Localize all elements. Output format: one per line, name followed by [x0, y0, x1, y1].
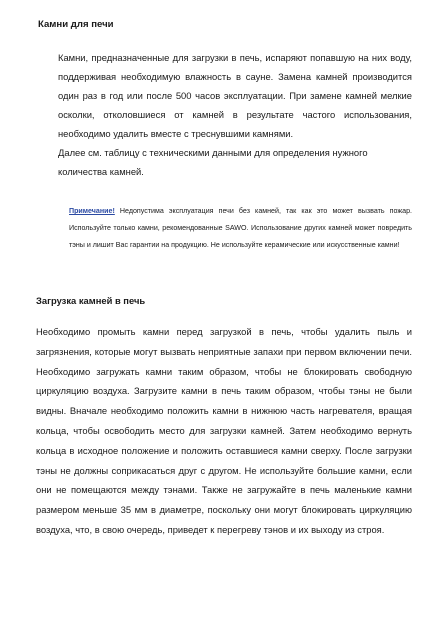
stones-paragraph: Камни, предназначенные для загрузки в печь, испаряют попавшую на них воду, поддерживая необходимую влажность в сауне. Замена камней производится один раз в год или после 500 часов эксплуатации. При замене камней мелкие осколки, отколовшиеся от камней в результате частого использования, необходимо удалить вместе с треснувшими камнями. — [58, 52, 412, 139]
section-title-loading: Загрузка камней в печь — [36, 295, 146, 306]
section-title-stones: Камни для печи — [38, 19, 114, 30]
loading-instructions — [36, 322, 412, 540]
note-label: Примечание! — [69, 207, 115, 215]
stones-reference: Далее см. таблицу с техническими данными для определения нужного количества камней. — [58, 147, 368, 177]
warning-note — [69, 203, 412, 254]
stones-description — [58, 48, 412, 181]
note-text: Недопустима эксплуатация печи без камней, так как это может вызвать пожар. Используйте только камни, рекомендованные SAWO. Использование других камней может повредить тэны и лишит Вас гарантии на продукцию. Не используйте керамические или искусственные камни! — [69, 207, 412, 249]
loading-paragraph: Необходимо промыть камни перед загрузкой в печь, чтобы удалить пыль и загрязнения, которые могут вызвать неприятные запахи при первом включении печи. Необходимо загружать камни таким образом, чтобы не блокировать свободную циркуляцию воздуха. Загрузите камни в печь таким образом, чтобы тэны не были видны. Вначале необходимо положить камни в нижнюю часть нагревателя, вращая кольца, чтобы освободить место для загрузки камней. Затем необходимо вернуть кольца в исходное положение и положить оставшиеся камни сверху. После загрузки тэны не должны соприкасаться друг с другом. Не используйте большие камни, если они не помещаются между тэнами. Также не загружайте в печь маленькие камни размером меньше 35 мм в диаметре, поскольку они могут блокировать циркуляцию воздуха, что, в свою очередь, приведет к перегреву тэнов и их выходу из строя. — [36, 326, 412, 535]
